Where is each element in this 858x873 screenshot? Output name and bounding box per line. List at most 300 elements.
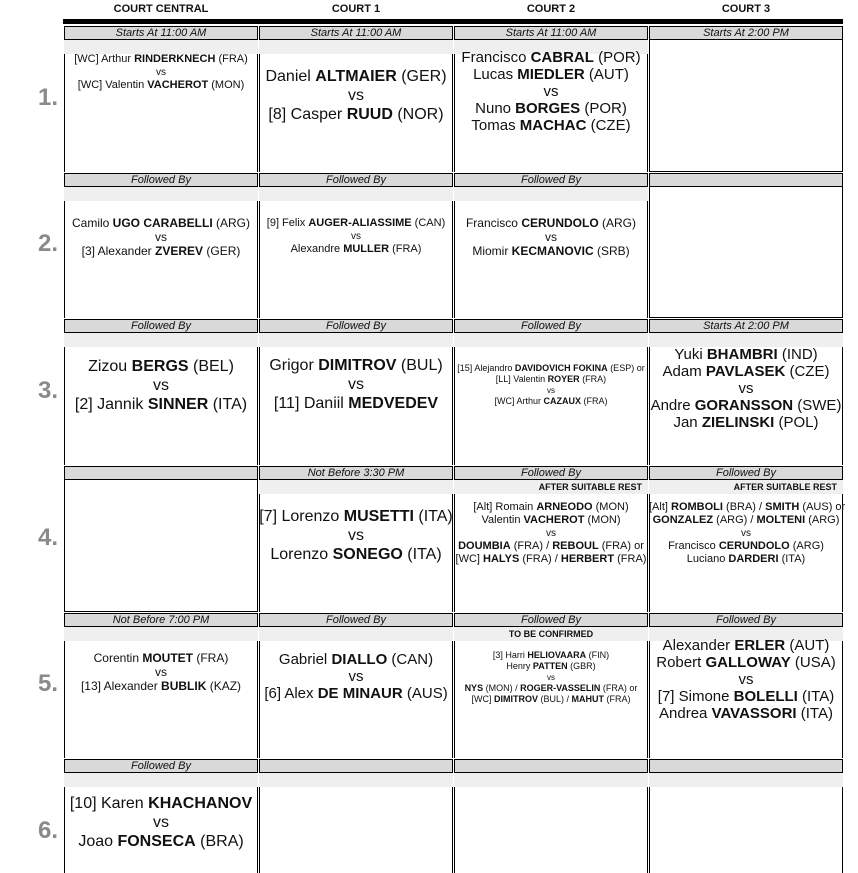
- cell-stripe: [64, 187, 258, 201]
- player-surname: GORANSSON: [694, 397, 794, 414]
- player-surname: RINDERKNECH: [134, 53, 216, 65]
- player-line: [259, 217, 453, 230]
- player-detail: (ARG): [212, 216, 251, 230]
- cell-stripe: [649, 773, 843, 787]
- player-surname: MAHUT: [571, 694, 604, 704]
- player-detail: (POR): [580, 100, 627, 117]
- player-detail: [9] Felix: [266, 217, 309, 229]
- cell-stripe: [454, 187, 648, 201]
- player-line: [454, 650, 648, 661]
- match-players: [454, 501, 648, 566]
- match-cell[interactable]: [649, 466, 846, 612]
- player-line: [649, 363, 843, 380]
- player-detail: (SWE): [793, 397, 842, 414]
- player-surname: GALLOWAY: [705, 654, 791, 671]
- versus-label: vs: [545, 230, 557, 244]
- match-players: [454, 363, 648, 407]
- match-time-band: Followed By: [64, 759, 258, 773]
- match-time-band: [649, 759, 843, 773]
- player-detail: (CAN): [387, 651, 434, 668]
- player-surname: DIALLO: [331, 651, 388, 668]
- player-surname: MOLTENI: [756, 514, 806, 526]
- player-detail: Robert: [656, 654, 706, 671]
- player-surname: VAVASSORI: [711, 705, 797, 722]
- versus-label: vs: [155, 230, 167, 244]
- player-detail: [2] Jannik: [74, 396, 148, 413]
- player-detail: (BUL) /: [537, 694, 572, 704]
- player-detail: Camilo: [71, 216, 113, 230]
- player-line: [64, 244, 258, 258]
- match-cell[interactable]: [649, 319, 843, 465]
- match-players: [64, 216, 258, 258]
- player-detail: [3] Harri: [492, 650, 528, 660]
- match-cell[interactable]: [454, 613, 648, 758]
- match-players: [259, 356, 453, 413]
- player-line: [64, 794, 258, 813]
- player-detail: (BRA): [195, 833, 244, 850]
- player-line: [454, 374, 648, 385]
- player-detail: [WC] Valentin: [77, 79, 148, 91]
- player-line: [64, 679, 258, 693]
- match-time-band: [64, 466, 258, 480]
- player-surname: ERLER: [734, 637, 786, 654]
- player-surname: ROGER-VASSELIN: [520, 683, 601, 693]
- match-time-band: Followed By: [454, 173, 648, 187]
- match-players: [259, 67, 453, 124]
- player-detail: Andre: [650, 397, 695, 414]
- player-line: [649, 397, 843, 414]
- player-surname: PATTEN: [532, 661, 568, 671]
- match-cell[interactable]: [454, 26, 648, 172]
- player-surname: DIMITROV: [493, 694, 538, 704]
- player-detail: (KAZ): [206, 679, 242, 693]
- match-cell[interactable]: [259, 26, 453, 172]
- player-line: [454, 100, 648, 117]
- versus-label: vs: [348, 527, 364, 544]
- player-surname: DE MINAUR: [317, 685, 403, 702]
- player-detail: (FIN): [586, 650, 610, 660]
- player-detail: Adam: [662, 363, 706, 380]
- versus-label: vs: [156, 67, 166, 78]
- player-detail: (FRA) /: [510, 540, 553, 552]
- player-surname: DARDERI: [728, 553, 779, 565]
- cell-stripe: [259, 480, 453, 494]
- match-players: [64, 651, 258, 693]
- player-line: [454, 49, 648, 66]
- player-detail: (GBR): [567, 661, 596, 671]
- versus-label: vs: [348, 668, 364, 685]
- match-cell-body: [259, 773, 453, 873]
- player-surname: GONZALEZ: [652, 514, 714, 526]
- player-line: [454, 501, 648, 514]
- player-surname: ALTMAIER: [315, 68, 397, 85]
- player-line: [64, 53, 258, 66]
- player-detail: [WC] Arthur: [74, 53, 135, 65]
- player-detail: Henry: [506, 661, 533, 671]
- player-line: [259, 507, 453, 526]
- match-cell: [649, 173, 843, 318]
- player-detail: Luciano: [686, 553, 729, 565]
- match-cell[interactable]: [259, 613, 453, 758]
- player-surname: DIMITROV: [318, 357, 397, 374]
- player-surname: SMITH: [765, 501, 800, 513]
- match-note: AFTER SUITABLE REST: [733, 482, 837, 492]
- cell-stripe: [259, 187, 453, 201]
- player-surname: KECMANOVIC: [511, 244, 594, 258]
- cell-stripe: [64, 627, 258, 641]
- player-detail: (ARG): [598, 216, 637, 230]
- match-cell-body: [454, 773, 648, 873]
- player-line: [259, 685, 453, 702]
- player-surname: MIEDLER: [517, 66, 585, 83]
- player-detail: (AUS): [402, 685, 448, 702]
- row-number: 6.: [38, 817, 59, 844]
- match-cell[interactable]: [454, 173, 648, 318]
- cell-stripe: [454, 773, 648, 787]
- match-players: [259, 217, 453, 256]
- player-line: [649, 654, 843, 671]
- player-surname: MEDVEDEV: [348, 395, 439, 412]
- match-time-band: Followed By: [454, 613, 648, 627]
- match-note: AFTER SUITABLE REST: [538, 482, 642, 492]
- match-cell[interactable]: [64, 319, 258, 465]
- player-surname: KHACHANOV: [148, 795, 253, 812]
- match-players: [649, 346, 843, 431]
- player-detail: (SRB): [593, 244, 630, 258]
- player-line: [64, 216, 258, 230]
- match-time-band: Followed By: [454, 319, 648, 333]
- match-cell[interactable]: [454, 319, 648, 465]
- player-detail: (ITA): [402, 546, 442, 563]
- match-cell[interactable]: [64, 173, 258, 318]
- player-detail: (ITA): [797, 688, 835, 705]
- player-surname: BHAMBRI: [706, 346, 778, 363]
- player-line: [64, 651, 258, 665]
- player-detail: (BEL): [188, 358, 234, 375]
- cell-stripe: [64, 40, 258, 54]
- player-surname: MULLER: [343, 243, 390, 255]
- versus-label: vs: [738, 380, 754, 397]
- match-cell[interactable]: [454, 466, 648, 612]
- player-line: [64, 357, 258, 376]
- match-cell[interactable]: [64, 759, 258, 873]
- player-detail: (MON): [592, 501, 629, 513]
- versus-label: vs: [738, 671, 754, 688]
- player-surname: ZVEREV: [155, 244, 204, 258]
- row-number: 2.: [38, 230, 59, 257]
- player-detail: Jan: [673, 414, 702, 431]
- player-detail: [WC]: [471, 694, 494, 704]
- match-players: [649, 637, 843, 722]
- player-surname: BERGS: [131, 358, 189, 375]
- player-detail: (ITA): [208, 396, 248, 413]
- cell-stripe: [454, 333, 648, 347]
- player-detail: Francisco: [461, 49, 531, 66]
- player-detail: (GER): [396, 68, 447, 85]
- player-detail: Corentin: [93, 651, 143, 665]
- player-line: [649, 705, 843, 722]
- match-cell: [649, 759, 843, 873]
- match-cell-body: [649, 187, 843, 318]
- match-cell[interactable]: [259, 319, 453, 465]
- player-detail: [11] Daniil: [273, 395, 349, 412]
- player-detail: (ITA): [413, 508, 453, 525]
- player-detail: (CAN): [411, 217, 446, 229]
- player-surname: SINNER: [147, 396, 209, 413]
- match-players: [454, 650, 648, 705]
- player-detail: (FRA): [604, 694, 631, 704]
- player-detail: (FRA): [215, 53, 248, 65]
- player-detail: Francisco: [668, 540, 719, 552]
- versus-label: vs: [155, 665, 167, 679]
- player-detail: (CZE): [586, 117, 631, 134]
- match-players: [259, 507, 453, 564]
- versus-label: vs: [153, 814, 169, 831]
- player-line: [259, 545, 453, 564]
- match-cell[interactable]: [64, 26, 258, 172]
- player-detail: [WC]: [455, 553, 484, 565]
- player-detail: (POL): [774, 414, 819, 431]
- player-line: [649, 346, 843, 363]
- player-surname: SONEGO: [332, 546, 403, 563]
- player-detail: Gabriel: [278, 651, 332, 668]
- match-time-band: Followed By: [259, 319, 453, 333]
- player-line: [454, 363, 648, 374]
- player-detail: (FRA) or: [598, 540, 644, 552]
- player-detail: Alexandre: [290, 243, 344, 255]
- player-surname: DOUMBIA: [458, 540, 511, 552]
- match-time-band: Followed By: [649, 466, 843, 480]
- player-detail: [Alt]: [649, 501, 672, 513]
- player-detail: Miomir: [472, 244, 512, 258]
- player-line: [454, 514, 648, 527]
- match-players: [64, 794, 258, 851]
- player-line: [649, 688, 843, 705]
- player-line: [454, 244, 648, 258]
- player-surname: MUSETTI: [343, 508, 414, 525]
- player-surname: ZIELINSKI: [701, 414, 775, 431]
- player-surname: NYS: [464, 683, 484, 693]
- player-detail: (FRA): [193, 651, 229, 665]
- row-number: 4.: [38, 524, 59, 551]
- row-number: 5.: [38, 670, 59, 697]
- player-surname: CERUNDOLO: [718, 540, 790, 552]
- player-detail: Lucas: [473, 66, 518, 83]
- player-surname: CABRAL: [530, 49, 594, 66]
- match-time-band: Followed By: [64, 319, 258, 333]
- player-line: [649, 553, 843, 566]
- player-detail: [3] Alexander: [81, 244, 156, 258]
- match-cell[interactable]: [64, 613, 258, 758]
- player-surname: ROYER: [547, 374, 580, 384]
- player-detail: (ITA): [778, 553, 806, 565]
- player-surname: REBOUL: [552, 540, 599, 552]
- cell-stripe: [259, 627, 453, 641]
- player-detail: (ARG) /: [713, 514, 757, 526]
- player-line: [454, 66, 648, 83]
- player-surname: BORGES: [515, 100, 581, 117]
- player-detail: Alexander: [662, 637, 735, 654]
- player-detail: (FRA): [614, 553, 647, 565]
- player-surname: MOUTET: [142, 651, 194, 665]
- match-time-band: Not Before 7:00 PM: [64, 613, 258, 627]
- player-detail: [7] Simone: [657, 688, 734, 705]
- player-line: [649, 540, 843, 553]
- player-surname: BOLELLI: [733, 688, 798, 705]
- player-line: [454, 117, 648, 134]
- row-number: 1.: [38, 84, 59, 111]
- match-time-band: Followed By: [649, 613, 843, 627]
- match-cell: [64, 466, 258, 612]
- player-detail: [Alt] Romain: [473, 501, 537, 513]
- match-time-band: [649, 173, 843, 187]
- player-detail: (FRA): [389, 243, 422, 255]
- player-detail: [10] Karen: [69, 795, 149, 812]
- player-detail: (POR): [593, 49, 641, 66]
- player-detail: (IND): [777, 346, 818, 363]
- match-cell[interactable]: [259, 173, 453, 318]
- versus-label: vs: [543, 83, 559, 100]
- match-cell-body: [649, 773, 843, 873]
- player-detail: (MON) /: [483, 683, 521, 693]
- match-players: [64, 357, 258, 414]
- player-detail: [6] Alex: [264, 685, 318, 702]
- versus-label: vs: [153, 377, 169, 394]
- cell-stripe: [259, 40, 453, 54]
- player-surname: FONSECA: [117, 833, 196, 850]
- cell-stripe: [259, 333, 453, 347]
- player-detail: (ARG): [789, 540, 824, 552]
- match-time-band: Starts At 11:00 AM: [454, 26, 648, 40]
- player-detail: (AUS) or: [799, 501, 846, 513]
- player-line: [64, 79, 258, 92]
- court-header-1: COURT 1: [331, 3, 381, 15]
- match-time-band: Starts At 11:00 AM: [259, 26, 453, 40]
- cell-stripe: [649, 333, 843, 347]
- player-surname: HELIOVAARA: [527, 650, 587, 660]
- player-surname: BUBLIK: [161, 679, 207, 693]
- match-players: [259, 651, 453, 702]
- player-detail: Lorenzo: [270, 546, 333, 563]
- player-line: [259, 67, 453, 86]
- player-detail: Yuki: [674, 346, 707, 363]
- versus-label: vs: [547, 386, 555, 395]
- match-time-band: Starts At 2:00 PM: [649, 26, 843, 40]
- versus-label: vs: [741, 528, 751, 539]
- player-surname: CERUNDOLO: [521, 216, 599, 230]
- match-time-band: [454, 759, 648, 773]
- player-detail: (BUL): [396, 357, 443, 374]
- player-surname: DAVIDOVICH FOKINA: [514, 363, 608, 373]
- player-line: [64, 395, 258, 414]
- match-cell: [649, 26, 843, 172]
- player-line: [649, 501, 846, 514]
- player-detail: (NOR): [392, 106, 444, 123]
- player-detail: (AUT): [785, 637, 830, 654]
- player-surname: ARNEODO: [536, 501, 593, 513]
- player-detail: [15] Alejandro: [457, 363, 515, 373]
- player-detail: (FRA): [579, 374, 607, 384]
- versus-label: vs: [348, 87, 364, 104]
- player-line: [259, 356, 453, 375]
- match-time-band: Starts At 2:00 PM: [649, 319, 843, 333]
- player-line: [454, 540, 648, 553]
- versus-label: vs: [547, 673, 555, 682]
- player-line: [259, 394, 453, 413]
- player-line: [259, 105, 453, 124]
- player-line: [454, 694, 648, 705]
- player-detail: (ESP) or: [607, 363, 645, 373]
- match-time-band: Followed By: [259, 613, 453, 627]
- player-detail: [7] Lorenzo: [259, 508, 344, 525]
- match-cell-body: [649, 40, 843, 172]
- player-detail: (FRA) or: [600, 683, 638, 693]
- match-cell[interactable]: [259, 466, 453, 612]
- player-detail: (BRA) /: [722, 501, 766, 513]
- match-cell: [454, 759, 648, 873]
- versus-label: vs: [546, 528, 556, 539]
- cell-stripe: [64, 773, 258, 787]
- player-detail: Daniel: [265, 68, 316, 85]
- player-detail: (CZE): [785, 363, 830, 380]
- player-surname: HALYS: [483, 553, 520, 565]
- player-line: [454, 396, 648, 407]
- player-detail: (ARG): [805, 514, 840, 526]
- player-detail: Francisco: [465, 216, 522, 230]
- player-detail: Joao: [78, 833, 118, 850]
- match-cell-body: [64, 480, 258, 612]
- player-surname: CAZAUX: [543, 396, 581, 406]
- match-cell[interactable]: [649, 613, 843, 758]
- player-line: [454, 553, 648, 566]
- match-players: [454, 49, 648, 134]
- player-detail: (MON): [584, 514, 621, 526]
- player-detail: (MON): [208, 79, 245, 91]
- player-surname: VACHEROT: [147, 79, 209, 91]
- court-header-0: COURT CENTRAL: [113, 3, 209, 15]
- court-header-3: COURT 3: [721, 3, 771, 15]
- player-detail: Valentin: [481, 514, 524, 526]
- versus-label: vs: [348, 376, 364, 393]
- match-players: [649, 501, 846, 566]
- player-detail: (FRA) /: [519, 553, 561, 565]
- player-detail: (USA): [790, 654, 836, 671]
- player-detail: Nuno: [475, 100, 516, 117]
- row-number: 3.: [38, 377, 59, 404]
- player-surname: MACHAC: [519, 117, 587, 134]
- match-time-band: Followed By: [64, 173, 258, 187]
- player-surname: RUUD: [346, 106, 393, 123]
- player-detail: [WC] Arthur: [494, 396, 544, 406]
- player-detail: (FRA): [581, 396, 608, 406]
- player-detail: [LL] Valentin: [495, 374, 548, 384]
- player-line: [649, 637, 843, 654]
- match-time-band: Not Before 3:30 PM: [259, 466, 453, 480]
- versus-label: vs: [351, 231, 361, 242]
- player-line: [64, 832, 258, 851]
- player-detail: [8] Casper: [268, 106, 347, 123]
- player-detail: Grigor: [269, 357, 319, 374]
- player-line: [454, 683, 648, 694]
- header-divider: [63, 19, 843, 24]
- match-time-band: [259, 759, 453, 773]
- player-line: [649, 414, 843, 431]
- match-players: [64, 53, 258, 92]
- match-players: [454, 216, 648, 258]
- match-time-band: Followed By: [259, 173, 453, 187]
- player-detail: [13] Alexander: [80, 679, 162, 693]
- player-line: [259, 243, 453, 256]
